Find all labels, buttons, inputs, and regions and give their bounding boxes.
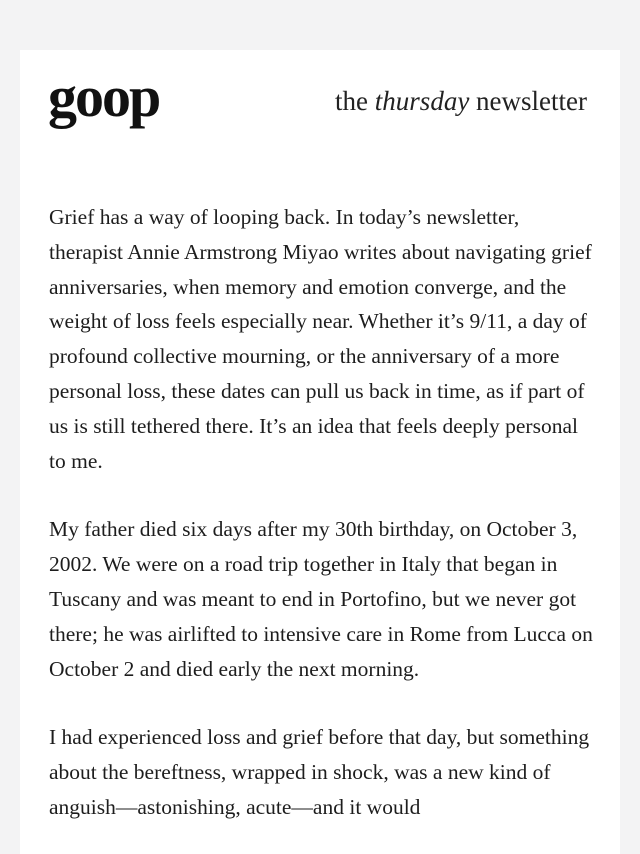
- newsletter-body: [49, 200, 597, 854]
- tagline-prefix: the: [335, 86, 375, 116]
- tagline-emphasis: thursday: [374, 86, 470, 116]
- goop-logo[interactable]: goop: [48, 64, 160, 129]
- tagline-suffix: newsletter: [469, 86, 587, 116]
- body-paragraph: My father died six days after my 30th birthday, on October 3, 2002. We were on a road trip together in Italy that began in Tuscany and was meant to end in Portofino, but we never got there; he was airlifted to intensive care in Rome from Lucca on October 2 and died early the next morning.: [49, 517, 593, 681]
- newsletter-tagline: [335, 88, 587, 115]
- body-paragraph: I had experienced loss and grief before that day, but something about the bereftness, wrapped in shock, was a new kind of anguish—astonishing, acute—and it would: [49, 725, 590, 819]
- newsletter-card: [20, 50, 620, 854]
- newsletter-header: [20, 50, 620, 170]
- body-paragraph: Grief has a way of looping back. In today’s newsletter, therapist Annie Armstrong Miyao writes about navigating grief anniversaries, when memory and emotion converge, and the weight of loss feels especially near. Whether it’s 9/11, a day of profound collective mourning, or the anniversary of a more personal loss, these dates can pull us back in time, as if part of us is still tethered there. It’s an idea that feels deeply personal to me.: [49, 205, 592, 473]
